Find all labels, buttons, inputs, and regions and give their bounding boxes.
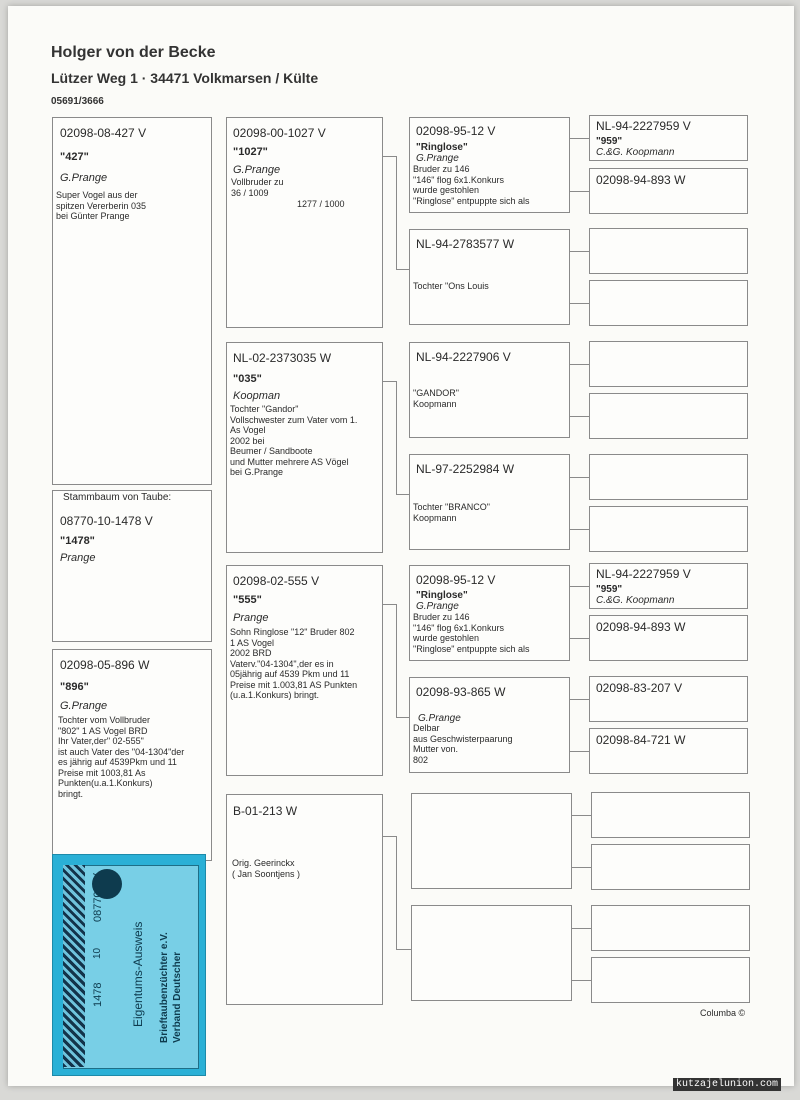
connector <box>572 867 591 868</box>
ggg6-box <box>589 393 748 439</box>
g3-ring: 02098-02-555 V <box>233 574 320 588</box>
dam-box <box>52 649 212 861</box>
gg4-desc: Tochter "BRANCO" Koopmann <box>413 502 490 523</box>
g1-desc: Vollbruder zu 36 / 1009 <box>231 177 284 198</box>
ggg1-ring: NL-94-2227959 V <box>596 119 691 133</box>
owner-phone: 05691/3666 <box>51 96 104 107</box>
connector <box>570 416 589 417</box>
gg5-breeder: G.Prange <box>416 601 459 612</box>
g2-ring: NL-02-2373035 W <box>233 351 332 365</box>
connector <box>396 156 397 269</box>
ggg9-name: "959" <box>596 584 623 595</box>
connector <box>396 494 409 495</box>
ownership-card <box>52 854 206 1076</box>
gg4-ring: NL-97-2252984 W <box>416 462 515 476</box>
gg6-breeder: G.Prange <box>418 713 461 724</box>
card-org-line2: Brieftaubenzüchter e.V. <box>159 932 170 1043</box>
main-pigeon-ring: 02098-08-427 V <box>60 126 147 140</box>
main-pigeon-desc: Super Vogel aus der spitzen Vererberin 035 bei Günter Prange <box>56 190 147 221</box>
gg8-box <box>411 905 572 1001</box>
connector <box>570 364 589 365</box>
connector <box>570 138 589 139</box>
gg3-desc: "GANDOR" Koopmann <box>413 388 459 409</box>
connector <box>396 949 411 950</box>
ggg10-ring: 02098-94-893 W <box>596 620 686 634</box>
stammbaum-label: Stammbaum von Taube: <box>63 492 172 503</box>
card-pattern-strip <box>63 865 85 1067</box>
connector <box>572 815 591 816</box>
connector <box>383 381 396 382</box>
connector <box>570 586 589 587</box>
dam-ring: 02098-05-896 W <box>60 658 150 672</box>
gg3-box <box>409 342 570 438</box>
gg6-box <box>409 677 570 773</box>
owner-name: Holger von der Becke <box>51 44 216 61</box>
gg6-ring: 02098-93-865 W <box>416 685 506 699</box>
gg5-box <box>409 565 570 661</box>
connector <box>396 717 409 718</box>
connector <box>570 751 589 752</box>
ggg1-breeder: C.&G. Koopmann <box>596 147 675 158</box>
ggg13-box <box>591 792 750 838</box>
connector <box>383 156 396 157</box>
ggg2-box <box>589 168 748 214</box>
gg2-box <box>409 229 570 325</box>
ggg9-box <box>589 563 748 609</box>
g2-name: "035" <box>233 373 262 385</box>
gg2-ring: NL-94-2783577 W <box>416 237 515 251</box>
connector <box>570 477 589 478</box>
g4-box <box>226 794 383 1005</box>
main-pigeon-breeder: G.Prange <box>60 172 108 184</box>
ggg15-box <box>591 905 750 951</box>
gg4-box <box>409 454 570 550</box>
ggg9-breeder: C.&G. Koopmann <box>596 595 675 606</box>
gg2-desc: Tochter "Ons Louis <box>413 281 489 291</box>
ggg1-box <box>589 115 748 161</box>
gg7-box <box>411 793 572 889</box>
connector <box>570 638 589 639</box>
connector <box>396 381 397 494</box>
connector <box>570 251 589 252</box>
card-rotated-content <box>86 865 196 1067</box>
ggg16-box <box>591 957 750 1003</box>
ggg11-ring: 02098-83-207 V <box>596 681 683 695</box>
footer-brand: Columba © <box>700 1008 746 1018</box>
ggg11-box <box>589 676 748 722</box>
connector <box>396 836 397 949</box>
card-dv: DV <box>92 873 103 887</box>
gg1-name: "Ringlose" <box>416 142 468 153</box>
connector <box>572 928 591 929</box>
dam-desc: Tochter vom Vollbruder "802" 1 AS Vogel BRD Ihr Vater,der" 02-555" ist auch Vater des "04-1304"der es jährig auf 4539Pkm und 11 Preise mit 1003,81 As Punkten(u.a.1.Konkurs) bringt. <box>58 715 185 799</box>
card-org-line1: Verband Deutscher <box>172 951 183 1043</box>
dam-breeder: G.Prange <box>60 700 108 712</box>
connector <box>383 836 396 837</box>
ggg5-box <box>589 341 748 387</box>
ggg9-ring: NL-94-2227959 V <box>596 567 691 581</box>
g1-box <box>226 117 383 328</box>
stammbaum-name: "1478" <box>60 535 95 547</box>
watermark: kutzajelunion.com <box>673 1078 781 1091</box>
gg5-ring: 02098-95-12 V <box>416 573 496 587</box>
gg1-ring: 02098-95-12 V <box>416 124 496 138</box>
connector <box>570 303 589 304</box>
g3-breeder: Prange <box>233 612 269 624</box>
g3-desc: Sohn Ringlose "12" Bruder 802 1 AS Vogel 2002 BRD Vaterv."04-1304",der es in 05jährig auf 4539 Pkm und 11 Preise mit 1.003,81 AS Punkten (u.a.1.Konkurs) bringt. <box>230 627 358 700</box>
stammbaum-ring: 08770-10-1478 V <box>60 514 153 528</box>
ggg12-ring: 02098-84-721 W <box>596 733 686 747</box>
g4-ring: B-01-213 W <box>233 804 298 818</box>
gg3-ring: NL-94-2227906 V <box>416 350 511 364</box>
card-title: Eigentums-Ausweis <box>131 921 145 1027</box>
ggg3-box <box>589 228 748 274</box>
ggg10-box <box>589 615 748 661</box>
ggg4-box <box>589 280 748 326</box>
g4-desc: Orig. Geerinckx ( Jan Soontjens ) <box>232 858 301 879</box>
g1-breeder: G.Prange <box>233 164 281 176</box>
g3-name: "555" <box>233 594 262 606</box>
ggg8-box <box>589 506 748 552</box>
main-pigeon-name: "427" <box>60 151 89 163</box>
gg5-desc: Bruder zu 146 "146" flog 6x1.Konkurs wurde gestohlen "Ringlose" entpuppte sich als <box>413 612 530 654</box>
gg1-breeder: G.Prange <box>416 153 459 164</box>
card-number-2: 10 <box>92 947 103 959</box>
owner-address: Lützer Weg 1 · 34471 Volkmarsen / Külte <box>51 70 319 86</box>
connector <box>572 980 591 981</box>
connector <box>570 529 589 530</box>
ggg7-box <box>589 454 748 500</box>
dam-name: "896" <box>60 681 89 693</box>
ggg2-ring: 02098-94-893 W <box>596 173 686 187</box>
ggg14-box <box>591 844 750 890</box>
g3-box <box>226 565 383 776</box>
g1-ring: 02098-00-1027 V <box>233 126 326 140</box>
g1-name: "1027" <box>233 146 268 158</box>
gg1-desc: Bruder zu 146 "146" flog 6x1.Konkurs wurde gestohlen "Ringlose" entpuppte sich als <box>413 164 530 206</box>
connector <box>570 191 589 192</box>
gg5-name: "Ringlose" <box>416 590 468 601</box>
card-number-1: 08770 <box>92 891 104 922</box>
g1-extra: 1277 / 1000 <box>297 199 345 209</box>
g2-desc: Tochter "Gandor" Vollschwester zum Vater vom 1. As Vogel 2002 bei Beumer / Sandboote und Mutter mehrere AS Vögel bei G.Prange <box>230 404 358 477</box>
stammbaum-breeder: Prange <box>60 552 96 564</box>
ggg12-box <box>589 728 748 774</box>
stammbaum-box <box>52 490 212 642</box>
connector <box>383 604 396 605</box>
gg6-desc: Delbar aus Geschwisterpaarung Mutter von. 802 <box>413 723 513 765</box>
connector <box>396 269 409 270</box>
g2-box <box>226 342 383 553</box>
gg1-box <box>409 117 570 213</box>
ggg1-name: "959" <box>596 136 623 147</box>
g2-breeder: Koopman <box>233 390 281 402</box>
connector <box>396 604 397 717</box>
card-number-3: 1478 <box>92 982 104 1007</box>
connector <box>570 699 589 700</box>
main-pigeon-box <box>52 117 212 485</box>
